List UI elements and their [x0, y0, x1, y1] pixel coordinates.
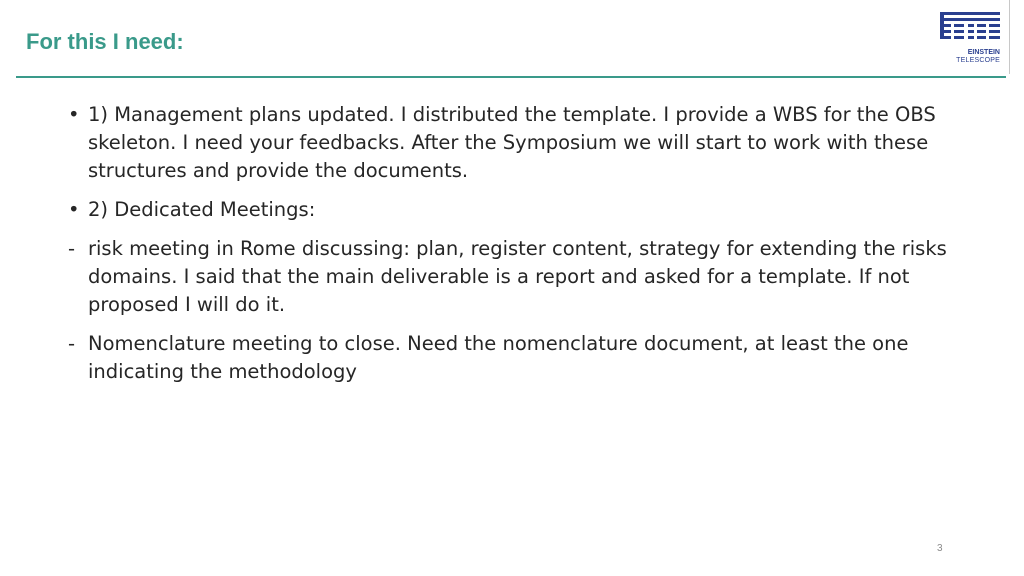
dash-text: risk meeting in Rome discussing: plan, register content, strategy for extending the risks domains. I said that the main deliverable is a report and asked for a template. If not proposed I will do it. — [88, 237, 947, 316]
dash-item — [68, 330, 948, 386]
logo-wordmark — [938, 49, 1000, 65]
bullet-text: 2) Dedicated Meetings: — [88, 198, 316, 221]
bullet-marker: • — [68, 198, 80, 221]
slide-title: For this I need: — [26, 29, 184, 54]
page-number: 3 — [937, 543, 943, 554]
dash-text: Nomenclature meeting to close. Need the nomenclature document, at least the one indicating the methodology — [88, 332, 909, 383]
logo-line-1: EINSTEIN — [967, 49, 1000, 56]
dash-marker: - — [68, 332, 76, 355]
title-underline — [16, 76, 1006, 78]
dash-marker: - — [68, 237, 76, 260]
header-divider-vertical — [1009, 0, 1010, 74]
bullet-item — [68, 196, 948, 224]
bullet-item — [68, 101, 948, 185]
logo-line-2: TELESCOPE — [956, 57, 1000, 64]
slide-body — [68, 101, 948, 397]
dash-item — [68, 235, 948, 319]
bullet-marker: • — [68, 103, 80, 126]
bullet-text: 1) Management plans updated. I distributed the template. I provide a WBS for the OBS skeleton. I need your feedbacks. After the Symposium we will start to work with these structures and provide the documents. — [88, 103, 936, 182]
